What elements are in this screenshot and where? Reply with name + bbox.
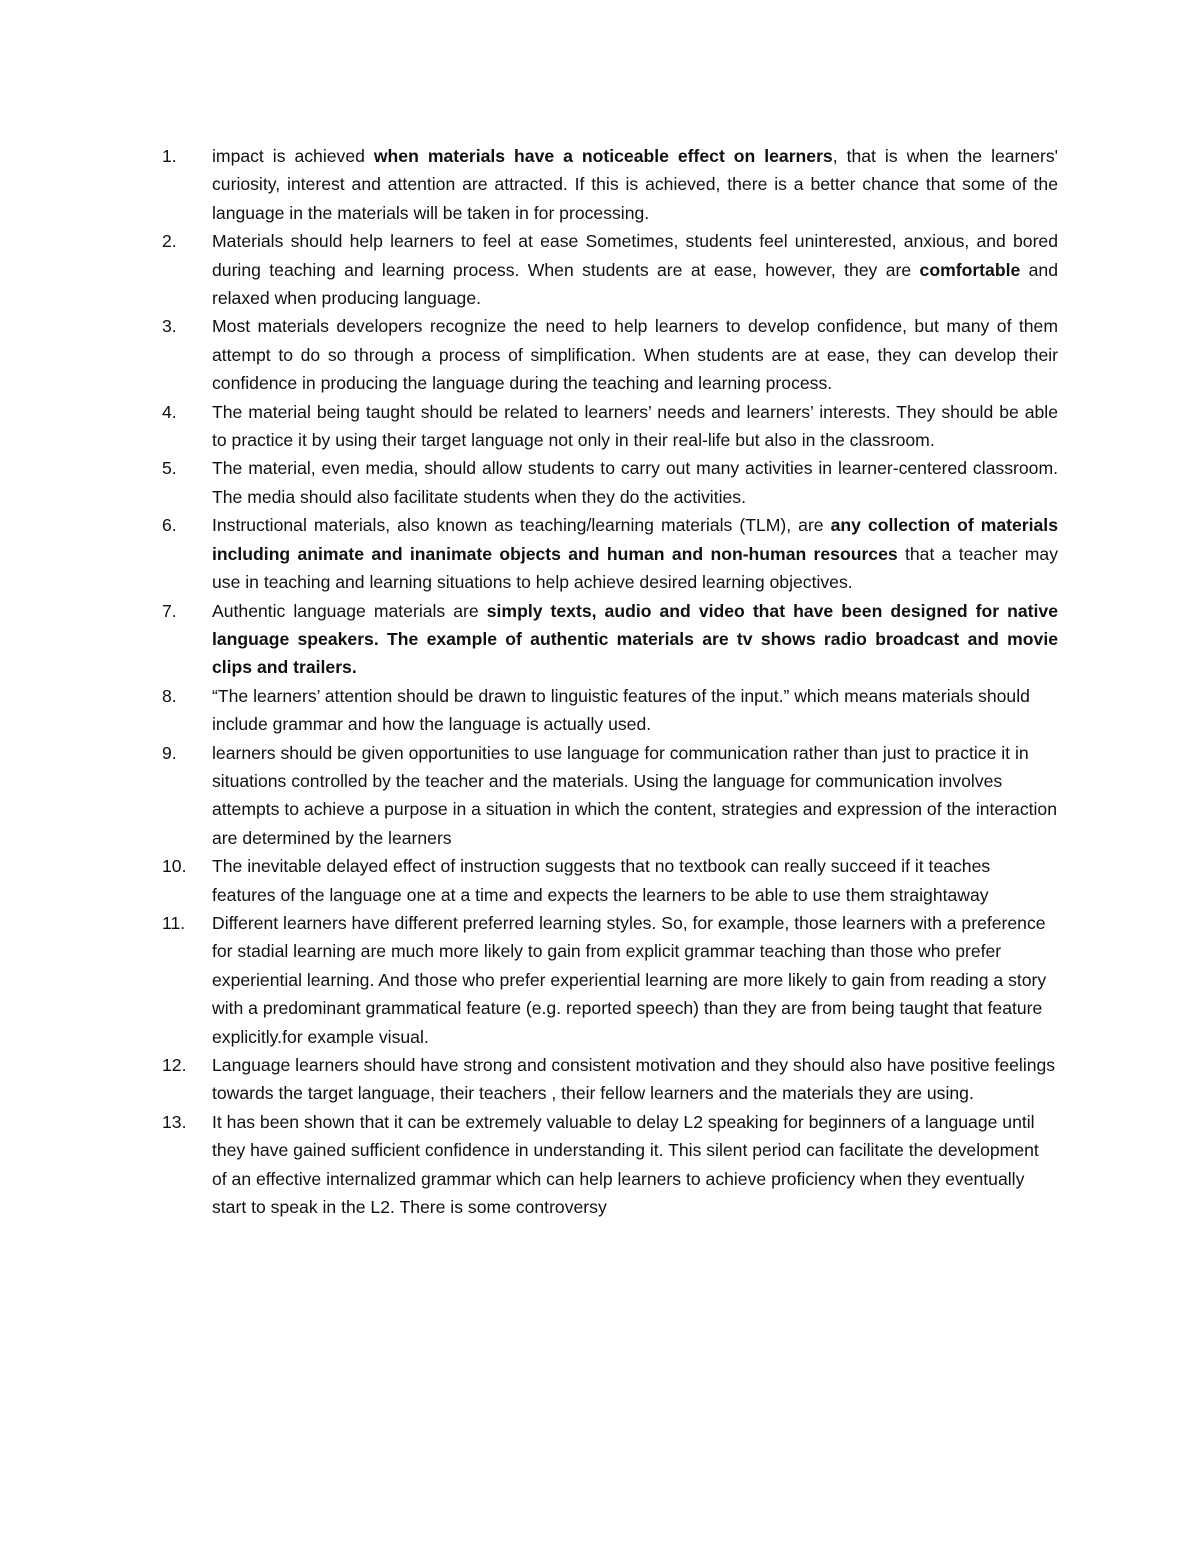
list-item-text xyxy=(212,909,1058,1051)
list-item-text xyxy=(212,1108,1058,1222)
list-number: 4. xyxy=(162,401,177,422)
list-item-text xyxy=(212,682,1058,739)
list-number: 3. xyxy=(162,316,177,337)
text-segment: The material being taught should be related to learners’ needs and learners’ interests. They should be able to practice it by using their target language not only in their real-life but also in the classroom. xyxy=(212,401,1058,451)
list-number: 11. xyxy=(162,912,186,933)
list-number: 9. xyxy=(162,742,177,763)
numbered-list xyxy=(162,142,1058,1221)
list-number: 10. xyxy=(162,856,187,877)
list-item xyxy=(162,682,1058,739)
bold-text-segment: simply texts, audio and video that have been designed for native language speakers. The example of authentic materials are tv shows radio broadcast and movie clips and trailers. xyxy=(212,600,1058,678)
bold-text-segment: comfortable xyxy=(919,259,1021,280)
list-number: 12. xyxy=(162,1055,187,1075)
list-item xyxy=(162,1108,1058,1222)
list-item xyxy=(162,511,1058,596)
list-number: 5. xyxy=(162,458,177,479)
list-number: 13. xyxy=(162,1111,187,1132)
list-item-text xyxy=(212,398,1058,455)
text-segment: Materials should help learners to feel at ease Sometimes, students feel uninterested, anxious, and bored during teaching and learning process. When students are at ease, however, they are xyxy=(212,231,1058,280)
text-segment: Different learners have different preferred learning styles. So, for example, those learners with a preference for stadial learning are much more likely to gain from explicit grammar teaching than those who prefer experiential learning. And those who prefer experiential learning are more likely to gain from reading a story with a predominant grammatical feature (e.g. reported speech) than they are from being taught that feature explicitly.for example visual. xyxy=(212,912,1047,1047)
text-segment: , that is when the learners' curiosity, interest and attention are attracted. If this is achieved, there is a better chance that some of the language in the materials will be taken in for processing. xyxy=(212,146,1058,223)
text-segment: The material, even media, should allow students to carry out many activities in learner-centered classroom. The media should also facilitate students when they do the activities. xyxy=(212,458,1058,507)
list-number: 7. xyxy=(162,600,177,621)
list-number: 2. xyxy=(162,231,177,252)
bold-text-segment: when materials have a noticeable effect on learners xyxy=(373,146,833,166)
list-item xyxy=(162,739,1058,853)
list-item-text xyxy=(212,511,1058,596)
list-item xyxy=(162,142,1058,227)
list-item xyxy=(162,909,1058,1051)
list-item-text xyxy=(212,597,1058,682)
list-item-text xyxy=(212,312,1058,397)
list-item-text xyxy=(212,852,1058,909)
text-segment: The inevitable delayed effect of instruction suggests that no textbook can really succeed if it teaches features of the language one at a time and expects the learners to be able to use them straightaway xyxy=(212,856,991,905)
list-item xyxy=(162,1051,1058,1108)
list-item xyxy=(162,312,1058,397)
list-number: 8. xyxy=(162,685,177,706)
text-segment: Most materials developers recognize the need to help learners to develop confidence, but many of them attempt to do so through a process of simplification. When students are at ease, they can develop their confidence in producing the language during the teaching and learning process. xyxy=(212,316,1058,394)
list-number: 6. xyxy=(162,515,177,536)
text-segment: Instructional materials, also known as teaching/learning materials (TLM), are xyxy=(212,515,831,536)
list-item xyxy=(162,852,1058,909)
list-item xyxy=(162,227,1058,312)
text-segment: “The learners’ attention should be drawn to linguistic features of the input.” which means materials should include grammar and how the language is actually used. xyxy=(212,685,1030,735)
text-segment: and relaxed when producing language. xyxy=(212,259,1058,309)
list-item-text xyxy=(212,739,1058,853)
bold-text-segment: any collection of materials including animate and inanimate objects and human and non-human resources xyxy=(212,515,1058,564)
list-item-text xyxy=(212,142,1058,227)
text-segment: learners should be given opportunities to use language for communication rather than just to practice it in situations controlled by the teacher and the materials. Using the language for communication involves attempts to achieve a purpose in a situation in which the content, strategies and expression of the interaction are determined by the learners xyxy=(212,742,1058,848)
text-segment: Language learners should have strong and consistent motivation and they should also have positive feelings towards the target language, their teachers , their fellow learners and the materials they are using. xyxy=(212,1055,1056,1104)
list-item-text xyxy=(212,454,1058,511)
text-segment: impact is achieved xyxy=(212,146,374,166)
text-segment: Authentic language materials are xyxy=(212,600,487,621)
text-segment: that a teacher may use in teaching and learning situations to help achieve desired learning objectives. xyxy=(212,543,1059,593)
list-number: 1. xyxy=(162,146,177,166)
list-item-text xyxy=(212,227,1058,312)
text-segment: It has been shown that it can be extremely valuable to delay L2 speaking for beginners of a language until they have gained sufficient confidence in understanding it. This silent period can facilitate the development of an effective internalized grammar which can help learners to achieve proficiency when they eventually start to speak in the L2. There is some controversy xyxy=(212,1111,1039,1218)
list-item xyxy=(162,454,1058,511)
list-item-text xyxy=(212,1051,1058,1108)
list-item xyxy=(162,398,1058,455)
list-item xyxy=(162,597,1058,682)
